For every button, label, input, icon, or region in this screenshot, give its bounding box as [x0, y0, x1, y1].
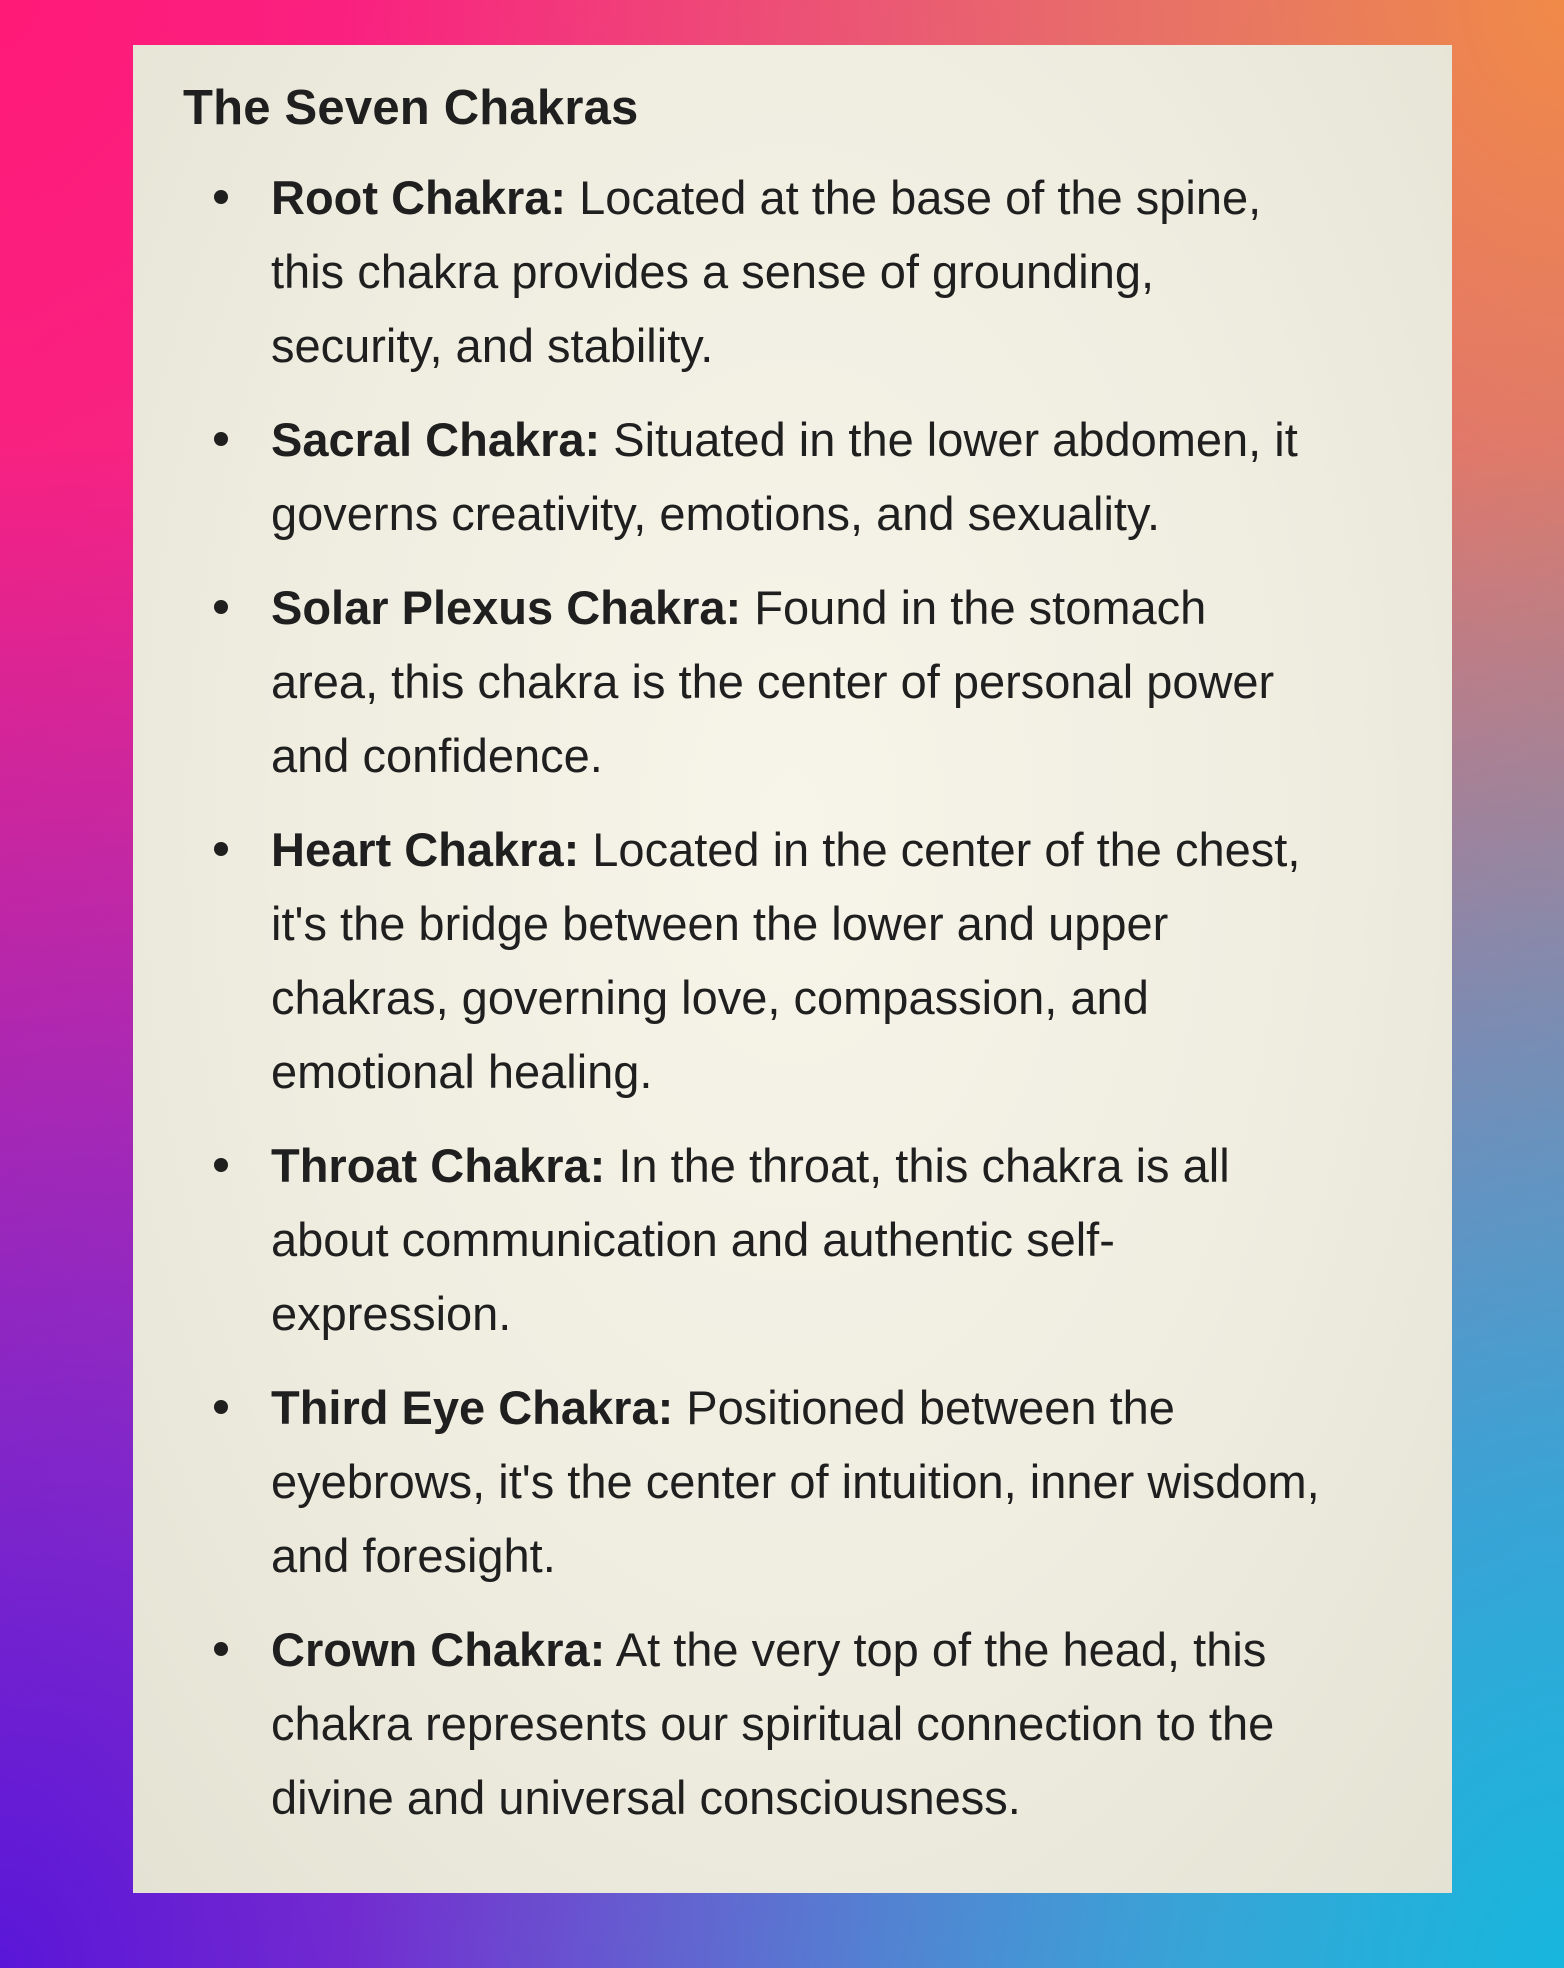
- chakra-card: [133, 45, 1452, 1893]
- chakra-description: Positioned between the eyebrows, it's the center of intuition, inner wisdom, and foresight.: [271, 1381, 1320, 1582]
- list-item-third-eye: [183, 1371, 1323, 1593]
- bullet-icon: [214, 1158, 228, 1172]
- bullet-icon: [214, 432, 228, 446]
- list-item-throat: [183, 1129, 1323, 1351]
- chakra-name: Heart Chakra:: [271, 823, 580, 876]
- chakra-name: Sacral Chakra:: [271, 413, 601, 466]
- bullet-icon: [214, 842, 228, 856]
- bullet-icon: [214, 1400, 228, 1414]
- chakra-name: Solar Plexus Chakra:: [271, 581, 742, 634]
- chakra-name: Crown Chakra:: [271, 1623, 606, 1676]
- list-item-sacral: [183, 403, 1323, 551]
- list-item-heart: [183, 813, 1323, 1109]
- chakra-description: Located in the center of the chest, it's the bridge between the lower and upper chakras, governing love, compassion, and emotional healing.: [271, 823, 1301, 1098]
- chakra-name: Throat Chakra:: [271, 1139, 606, 1192]
- chakra-name: Root Chakra:: [271, 171, 567, 224]
- chakra-description: Situated in the lower abdomen, it governs creativity, emotions, and sexuality.: [271, 413, 1298, 540]
- chakra-description: Found in the stomach area, this chakra is the center of personal power and confidence.: [271, 581, 1275, 782]
- list-item-solar-plexus: [183, 571, 1323, 793]
- page-title: The Seven Chakras: [183, 81, 639, 135]
- chakra-description: Located at the base of the spine, this chakra provides a sense of grounding, security, and stability.: [271, 171, 1262, 372]
- chakra-description: At the very top of the head, this chakra represents our spiritual connection to the divine and universal consciousness.: [271, 1623, 1275, 1824]
- bullet-icon: [214, 190, 228, 204]
- chakra-list: [183, 161, 1396, 1835]
- bullet-icon: [214, 1642, 228, 1656]
- chakra-name: Third Eye Chakra:: [271, 1381, 674, 1434]
- list-item-root: [183, 161, 1323, 383]
- bullet-icon: [214, 600, 228, 614]
- list-item-crown: [183, 1613, 1323, 1835]
- chakra-description: In the throat, this chakra is all about communication and authentic self-expression.: [271, 1139, 1230, 1340]
